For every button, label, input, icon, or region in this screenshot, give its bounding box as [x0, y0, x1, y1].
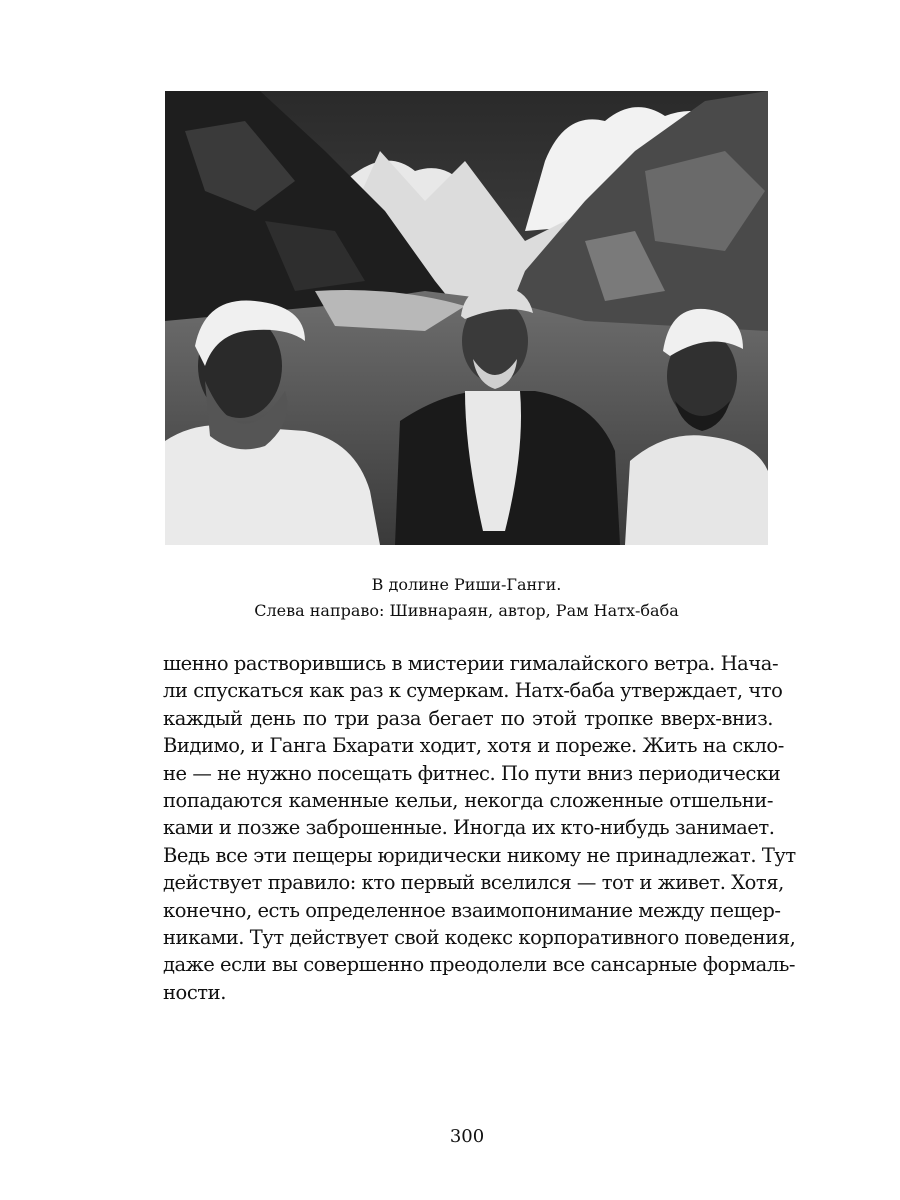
photo-three-men-in-mountain-valley: [165, 91, 768, 545]
caption-line-2: Слева направо: Шивнараян, автор, Рам Натх-баба: [254, 601, 679, 620]
text-line: никами. Тут действует свой кодекс корпоративного поведения,: [163, 925, 796, 949]
text-line: ли спускаться как раз к сумеркам. Натх-баба утверждает, что: [163, 679, 783, 703]
text-line: шенно растворившись в мистерии гималайского ветра. Нача-: [163, 652, 779, 675]
text-line: ности.: [163, 980, 226, 1004]
text-line: Ведь все эти пещеры юридически никому не принадлежат. Тут: [163, 843, 796, 867]
text-line: Видимо, и Ганга Бхарати ходит, хотя и пореже. Жить на скло-: [163, 734, 784, 758]
text-line: действует правило: кто первый вселился — тот и живет. Хотя,: [163, 871, 784, 895]
text-line: конечно, есть определенное взаимопонимание между пещер-: [163, 898, 781, 922]
text-line: не — не нужно посещать фитнес. По пути вниз периодически: [163, 761, 781, 785]
text-line: даже если вы совершенно преодолели все сансарные формаль-: [163, 953, 796, 977]
text-line: каждый день по три раза бегает по этой тропке вверх-вниз.: [163, 706, 773, 730]
text-line: ками и позже заброшенные. Иногда их кто-нибудь занимает.: [163, 816, 775, 840]
text-line: попадаются каменные кельи, некогда сложенные отшельни-: [163, 788, 773, 812]
photo-caption: [165, 572, 768, 624]
caption-line-1: В долине Риши-Ганги.: [371, 575, 562, 594]
page-number: 300: [449, 1126, 485, 1147]
body-paragraph: [163, 650, 796, 1006]
